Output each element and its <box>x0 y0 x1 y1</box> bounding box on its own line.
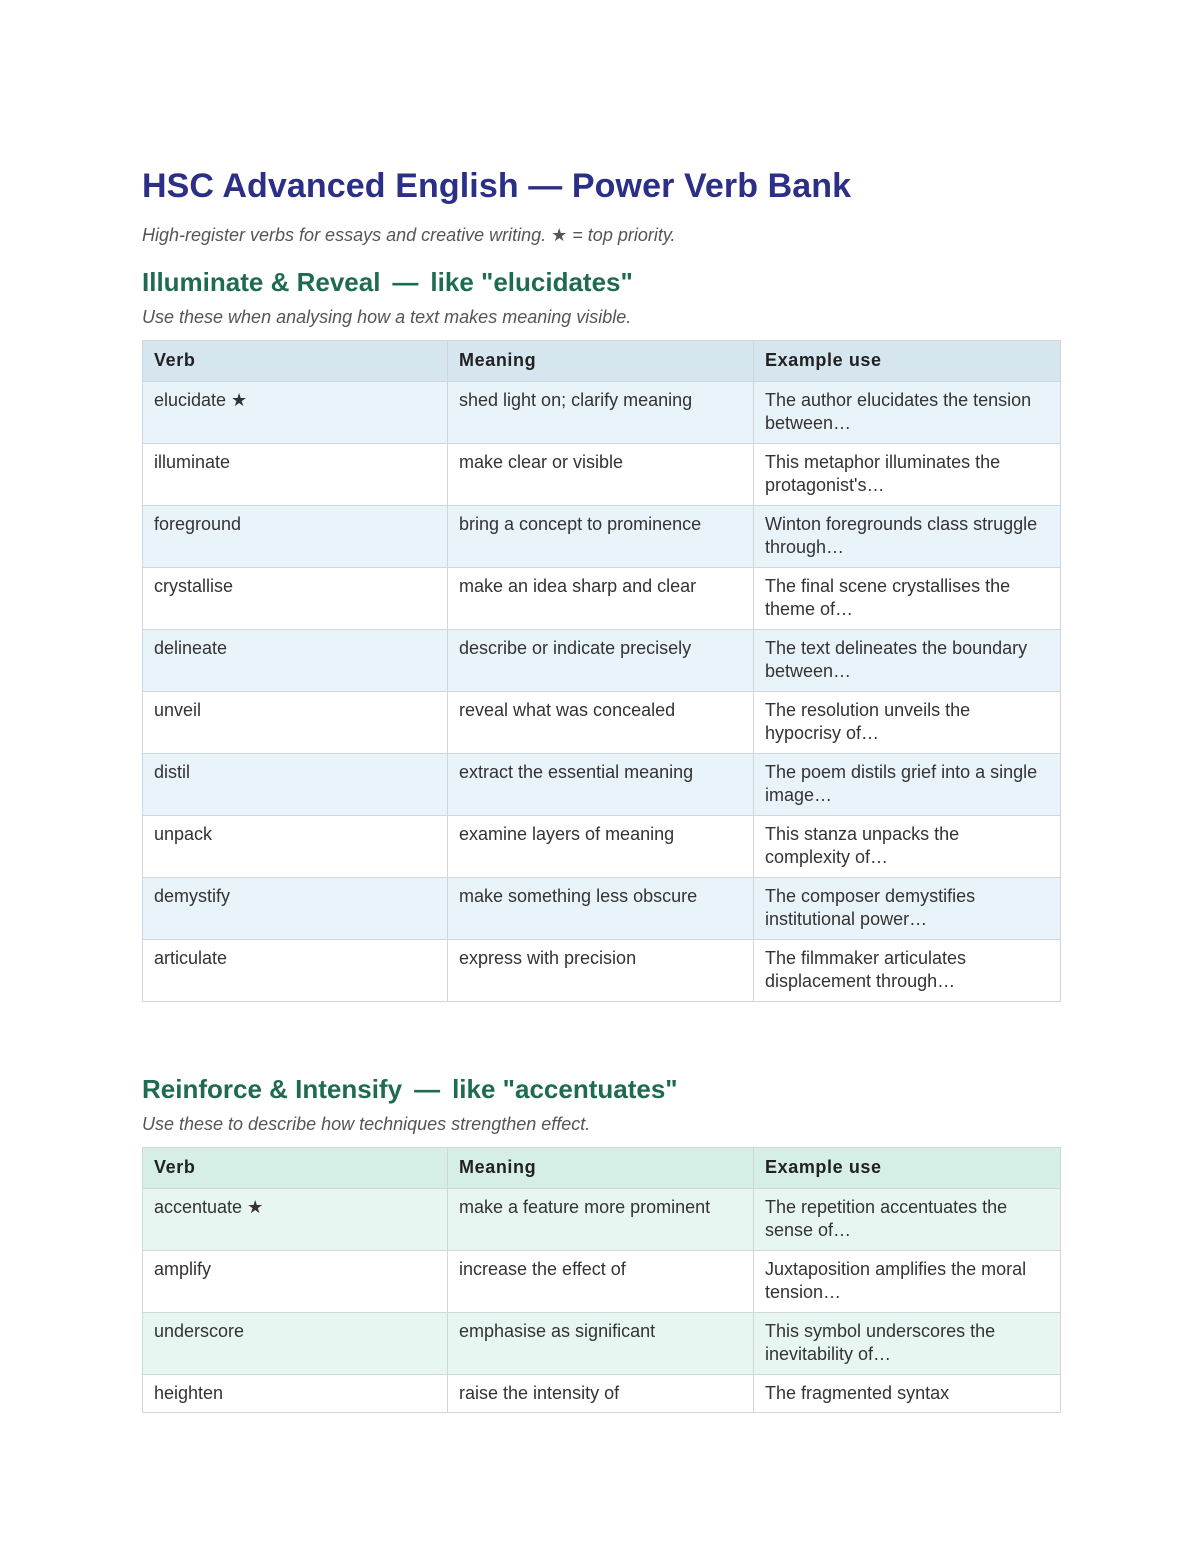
table-row <box>143 1189 1061 1251</box>
meaning-cell: increase the effect of <box>448 1251 754 1313</box>
section-illuminate-reveal <box>142 264 1060 1002</box>
column-header-meaning: Meaning <box>448 341 754 382</box>
table-row <box>143 568 1061 630</box>
verb-cell: crystallise <box>143 568 448 630</box>
example-cell: The composer demystifies institutional power… <box>754 878 1061 940</box>
column-header-meaning: Meaning <box>448 1148 754 1189</box>
table-row <box>143 1251 1061 1313</box>
verb-cell: heighten <box>143 1375 448 1413</box>
verb-cell: delineate <box>143 630 448 692</box>
example-cell: The author elucidates the tension between… <box>754 382 1061 444</box>
document-page <box>142 160 1060 1413</box>
section-heading <box>142 264 1060 300</box>
section-heading <box>142 1071 1060 1107</box>
table-row <box>143 1313 1061 1375</box>
section-heading-tagline: like "elucidates" <box>430 267 633 297</box>
example-cell: The poem distils grief into a single image… <box>754 754 1061 816</box>
section-heading-text: Illuminate & Reveal <box>142 267 381 297</box>
table-row <box>143 630 1061 692</box>
meaning-cell: examine layers of meaning <box>448 816 754 878</box>
verb-cell: amplify <box>143 1251 448 1313</box>
column-header-example: Example use <box>754 341 1061 382</box>
table-row <box>143 816 1061 878</box>
example-cell: The resolution unveils the hypocrisy of… <box>754 692 1061 754</box>
table-row <box>143 506 1061 568</box>
document-title: HSC Advanced English — Power Verb Bank <box>142 167 852 205</box>
verb-cell: articulate <box>143 940 448 1002</box>
meaning-cell: make something less obscure <box>448 878 754 940</box>
meaning-cell: make an idea sharp and clear <box>448 568 754 630</box>
table-row <box>143 444 1061 506</box>
verb-cell: unpack <box>143 816 448 878</box>
verb-cell: foreground <box>143 506 448 568</box>
example-cell: This metaphor illuminates the protagonist's… <box>754 444 1061 506</box>
column-header-example: Example use <box>754 1148 1061 1189</box>
section-heading-text: Reinforce & Intensify <box>142 1074 403 1104</box>
verb-cell: underscore <box>143 1313 448 1375</box>
example-cell: Winton foregrounds class struggle through… <box>754 506 1061 568</box>
table-header-row <box>143 1148 1061 1189</box>
verb-cell: accentuate ★ <box>143 1189 448 1251</box>
section-heading-dash: — <box>392 267 419 297</box>
section-heading-tagline: like "accentuates" <box>452 1074 678 1104</box>
document-subtitle: High-register verbs for essays and creative writing. ★ = top priority. <box>142 225 676 245</box>
table-row <box>143 878 1061 940</box>
verb-cell: elucidate ★ <box>143 382 448 444</box>
meaning-cell: make a feature more prominent <box>448 1189 754 1251</box>
meaning-cell: shed light on; clarify meaning <box>448 382 754 444</box>
table-row <box>143 1375 1061 1413</box>
section-heading-dash: — <box>414 1074 441 1104</box>
column-header-verb: Verb <box>143 341 448 382</box>
meaning-cell: reveal what was concealed <box>448 692 754 754</box>
verb-table <box>142 1147 1061 1413</box>
table-row <box>143 754 1061 816</box>
section-note: Use these when analysing how a text makes meaning visible. <box>142 307 632 327</box>
meaning-cell: extract the essential meaning <box>448 754 754 816</box>
verb-cell: demystify <box>143 878 448 940</box>
column-header-verb: Verb <box>143 1148 448 1189</box>
section-reinforce-intensify <box>142 1071 1060 1413</box>
meaning-cell: raise the intensity of <box>448 1375 754 1413</box>
meaning-cell: emphasise as significant <box>448 1313 754 1375</box>
example-cell: The fragmented syntax <box>754 1375 1061 1413</box>
table-row <box>143 382 1061 444</box>
meaning-cell: bring a concept to prominence <box>448 506 754 568</box>
example-cell: The repetition accentuates the sense of… <box>754 1189 1061 1251</box>
meaning-cell: make clear or visible <box>448 444 754 506</box>
verb-table <box>142 340 1061 1002</box>
verb-cell: distil <box>143 754 448 816</box>
table-header-row <box>143 341 1061 382</box>
example-cell: Juxtaposition amplifies the moral tension… <box>754 1251 1061 1313</box>
example-cell: The final scene crystallises the theme of… <box>754 568 1061 630</box>
meaning-cell: describe or indicate precisely <box>448 630 754 692</box>
meaning-cell: express with precision <box>448 940 754 1002</box>
verb-cell: unveil <box>143 692 448 754</box>
example-cell: The text delineates the boundary between… <box>754 630 1061 692</box>
example-cell: This symbol underscores the inevitability of… <box>754 1313 1061 1375</box>
section-note: Use these to describe how techniques strengthen effect. <box>142 1114 591 1134</box>
table-row <box>143 692 1061 754</box>
example-cell: This stanza unpacks the complexity of… <box>754 816 1061 878</box>
verb-cell: illuminate <box>143 444 448 506</box>
table-row <box>143 940 1061 1002</box>
example-cell: The filmmaker articulates displacement through… <box>754 940 1061 1002</box>
